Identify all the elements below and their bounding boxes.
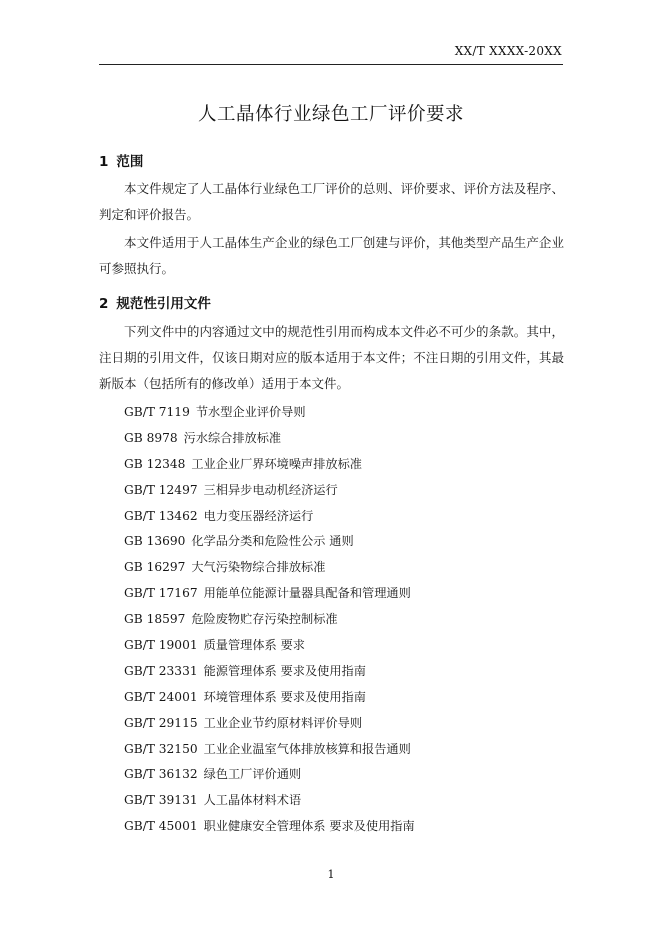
standard-code: XX/T XXXX-20XX [454, 44, 562, 58]
reference-item [124, 532, 564, 558]
reference-title: 电力变压器经济运行 [203, 508, 314, 523]
reference-code: GB/T 45001 [124, 819, 198, 834]
reference-item [124, 481, 564, 507]
reference-code: GB/T 13462 [124, 508, 198, 523]
reference-title: 化学品分类和危险性公示 通则 [191, 534, 354, 549]
section-1-paragraph-2: 本文件适用于人工晶体生产企业的绿色工厂创建与评价，其他类型产品生产企业可参照执行。 [99, 235, 564, 276]
reference-title: 绿色工厂评价通则 [203, 767, 302, 782]
section-1-title: 范围 [116, 154, 144, 170]
reference-item [124, 507, 564, 533]
reference-item [124, 740, 564, 766]
reference-title: 危险废物贮存污染控制标准 [191, 612, 338, 627]
reference-code: GB 8978 [124, 430, 178, 445]
reference-code: GB 13690 [124, 534, 186, 549]
reference-item [124, 558, 564, 584]
reference-code: GB/T 39131 [124, 793, 198, 808]
reference-item [124, 817, 564, 843]
reference-title: 工业企业温室气体排放核算和报告通则 [203, 741, 411, 756]
reference-code: GB/T 24001 [124, 689, 198, 704]
reference-title: 职业健康安全管理体系 要求及使用指南 [203, 819, 415, 834]
reference-item [124, 714, 564, 740]
reference-code: GB/T 32150 [124, 741, 198, 756]
reference-title: 人工晶体材料术语 [203, 793, 302, 808]
section-1-heading [99, 150, 143, 170]
reference-code: GB/T 36132 [124, 767, 198, 782]
section-1-number: 1 [99, 154, 109, 170]
reference-item [124, 636, 564, 662]
section-2-paragraph-1: 下列文件中的内容通过文中的规范性引用而构成本文件必不可少的条款。其中，注日期的引用文件，仅该日期对应的版本适用于本文件；不注日期的引用文件，其最新版本（包括所有的修改单）适用于本文件。 [99, 324, 564, 391]
reference-item [124, 403, 564, 429]
normative-reference-list [124, 403, 564, 843]
reference-code: GB 16297 [124, 560, 186, 575]
reference-item [124, 584, 564, 610]
reference-item [124, 688, 564, 714]
reference-code: GB/T 19001 [124, 638, 198, 653]
reference-code: GB/T 23331 [124, 663, 198, 678]
reference-title: 大气污染物综合排放标准 [191, 560, 326, 575]
reference-code: GB 18597 [124, 612, 186, 627]
reference-title: 工业企业厂界环境噪声排放标准 [191, 456, 362, 471]
reference-title: 用能单位能源计量器具配备和管理通则 [203, 586, 411, 601]
header-rule [99, 64, 563, 65]
section-2-number: 2 [99, 296, 109, 312]
reference-title: 污水综合排放标准 [183, 430, 282, 445]
reference-code: GB 12348 [124, 456, 186, 471]
reference-code: GB/T 29115 [124, 715, 198, 730]
reference-title: 质量管理体系 要求 [203, 638, 305, 653]
reference-item [124, 610, 564, 636]
reference-item [124, 791, 564, 817]
reference-title: 环境管理体系 要求及使用指南 [203, 689, 366, 704]
reference-title: 三相异步电动机经济运行 [203, 482, 338, 497]
section-2-title: 规范性引用文件 [116, 296, 211, 312]
reference-item [124, 662, 564, 688]
document-title: 人工晶体行业绿色工厂评价要求 [197, 104, 464, 125]
section-2-heading [99, 292, 211, 312]
section-1-paragraph-1: 本文件规定了人工晶体行业绿色工厂评价的总则、评价要求、评价方法及程序、判定和评价报告。 [99, 181, 564, 222]
reference-title: 工业企业节约原材料评价导则 [203, 715, 363, 730]
reference-item [124, 429, 564, 455]
reference-item [124, 455, 564, 481]
reference-title: 能源管理体系 要求及使用指南 [203, 663, 366, 678]
reference-item [124, 765, 564, 791]
reference-code: GB/T 17167 [124, 586, 198, 601]
reference-code: GB/T 12497 [124, 482, 198, 497]
page-number: 1 [327, 868, 335, 881]
reference-code: GB/T 7119 [124, 405, 190, 419]
reference-title: 节水型企业评价导则 [195, 405, 306, 419]
